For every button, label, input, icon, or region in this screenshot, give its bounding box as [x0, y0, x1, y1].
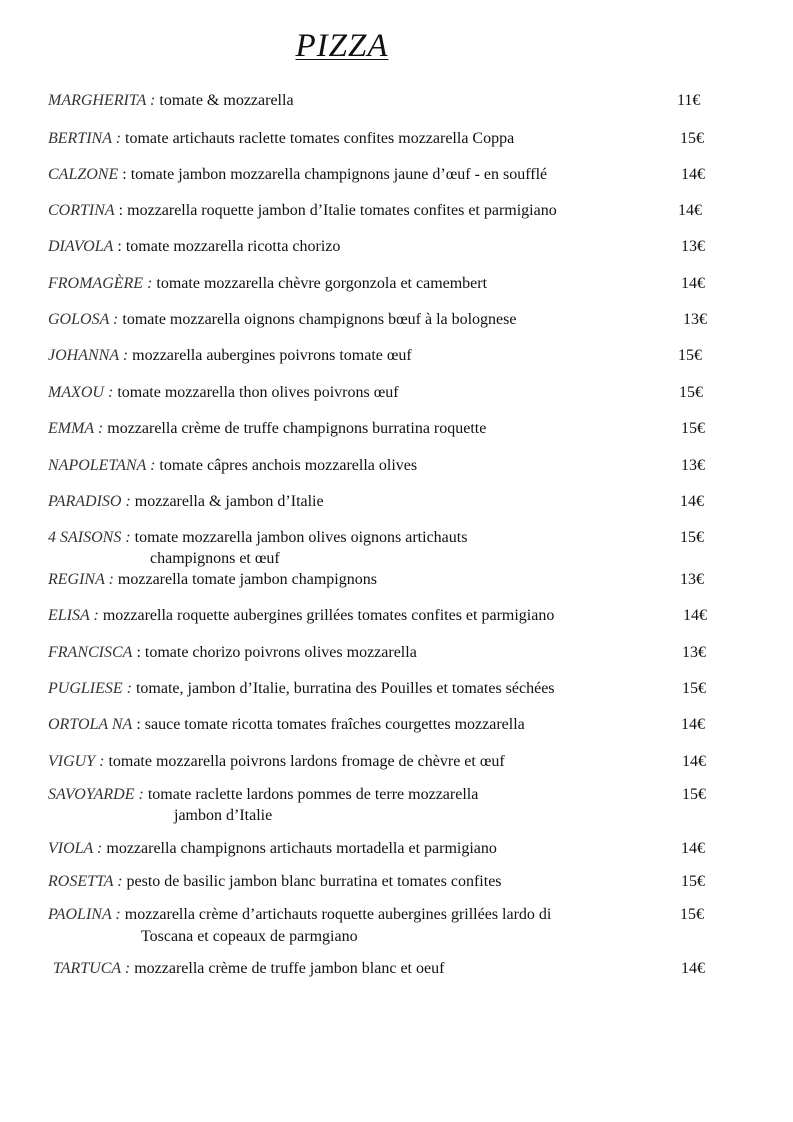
pizza-price: 15€ — [681, 873, 705, 890]
pizza-name: PARADISO : — [48, 493, 131, 510]
pizza-ingredients: mozzarella crème de truffe jambon blanc et oeuf — [130, 960, 445, 977]
pizza-ingredients: mozzarella aubergines poivrons tomate œuf — [128, 347, 412, 364]
pizza-ingredients: : mozzarella roquette jambon d’Italie tomates confites et parmigiano — [114, 202, 557, 219]
pizza-name: DIAVOLA — [48, 238, 114, 255]
pizza-ingredients: tomate & mozzarella — [155, 92, 294, 109]
pizza-name: PAOLINA : — [48, 906, 121, 923]
pizza-price: 15€ — [680, 529, 704, 546]
pizza-name: MARGHERITA : — [48, 92, 156, 109]
pizza-name: EMMA : — [48, 420, 104, 437]
pizza-price: 13€ — [683, 311, 707, 328]
pizza-ingredients: tomate artichauts raclette tomates confites mozzarella Coppa — [121, 130, 515, 147]
pizza-price: 15€ — [682, 786, 706, 803]
pizza-ingredients-continued: jambon d’Italie — [174, 807, 273, 824]
pizza-ingredients: : sauce tomate ricotta tomates fraîches courgettes mozzarella — [132, 716, 525, 733]
pizza-ingredients: tomate câpres anchois mozzarella olives — [155, 457, 418, 474]
pizza-price: 14€ — [682, 753, 706, 770]
pizza-price: 14€ — [681, 166, 705, 183]
pizza-price: 15€ — [678, 347, 702, 364]
pizza-price: 14€ — [681, 716, 705, 733]
pizza-name: VIOLA : — [48, 840, 103, 857]
pizza-price: 13€ — [681, 457, 705, 474]
pizza-name: REGINA : — [48, 571, 114, 588]
pizza-ingredients: tomate mozzarella chèvre gorgonzola et camembert — [152, 275, 488, 292]
pizza-name: PUGLIESE : — [48, 680, 132, 697]
pizza-ingredients: tomate, jambon d’Italie, burratina des Pouilles et tomates séchées — [131, 680, 555, 697]
pizza-price: 11€ — [677, 92, 701, 109]
pizza-price: 13€ — [682, 644, 706, 661]
pizza-ingredients: : tomate jambon mozzarella champignons jaune d’œuf - en soufflé — [118, 166, 548, 183]
pizza-ingredients: mozzarella roquette aubergines grillées tomates confites et parmigiano — [98, 607, 555, 624]
pizza-price: 14€ — [681, 960, 705, 977]
pizza-ingredients: tomate mozzarella poivrons lardons fromage de chèvre et œuf — [104, 753, 505, 770]
pizza-price: 14€ — [683, 607, 707, 624]
pizza-ingredients: mozzarella crème d’artichauts roquette aubergines grillées lardo di — [120, 906, 552, 923]
pizza-name: CORTINA — [48, 202, 115, 219]
pizza-name: ELISA : — [48, 607, 99, 624]
pizza-name: FROMAGÈRE : — [48, 275, 153, 292]
pizza-ingredients: tomate raclette lardons pommes de terre mozzarella — [143, 786, 479, 803]
pizza-ingredients: mozzarella & jambon d’Italie — [130, 493, 324, 510]
pizza-price: 13€ — [681, 238, 705, 255]
pizza-ingredients-continued: Toscana et copeaux de parmgiano — [141, 928, 358, 945]
pizza-ingredients: tomate mozzarella thon olives poivrons œuf — [113, 384, 399, 401]
pizza-price: 14€ — [681, 275, 705, 292]
pizza-name: ROSETTA : — [48, 873, 123, 890]
pizza-ingredients-continued: champignons et œuf — [150, 550, 280, 567]
pizza-price: 15€ — [679, 384, 703, 401]
pizza-price: 15€ — [680, 130, 704, 147]
pizza-name: ORTOLA NA — [48, 716, 133, 733]
pizza-price: 14€ — [678, 202, 702, 219]
pizza-price: 15€ — [680, 906, 704, 923]
pizza-price: 13€ — [680, 571, 704, 588]
pizza-name: SAVOYARDE : — [48, 786, 144, 803]
pizza-price: 15€ — [682, 680, 706, 697]
pizza-ingredients: mozzarella tomate jambon champignons — [113, 571, 377, 588]
pizza-name: 4 SAISONS : — [48, 529, 131, 546]
pizza-name: BERTINA : — [48, 130, 122, 147]
pizza-name: VIGUY : — [48, 753, 105, 770]
pizza-ingredients: mozzarella crème de truffe champignons burratina roquette — [103, 420, 487, 437]
pizza-price: 14€ — [681, 840, 705, 857]
pizza-price: 15€ — [681, 420, 705, 437]
pizza-name: MAXOU : — [48, 384, 114, 401]
pizza-ingredients: pesto de basilic jambon blanc burratina et tomates confites — [122, 873, 502, 890]
pizza-name: JOHANNA : — [48, 347, 129, 364]
pizza-name: NAPOLETANA : — [48, 457, 156, 474]
pizza-ingredients: : tomate mozzarella ricotta chorizo — [113, 238, 341, 255]
pizza-ingredients: : tomate chorizo poivrons olives mozzarella — [132, 644, 417, 661]
pizza-name: TARTUCA : — [53, 960, 131, 977]
pizza-name: FRANCISCA — [48, 644, 133, 661]
pizza-name: GOLOSA : — [48, 311, 119, 328]
pizza-ingredients: tomate mozzarella oignons champignons bœuf à la bolognese — [118, 311, 517, 328]
pizza-ingredients: mozzarella champignons artichauts mortadella et parmigiano — [102, 840, 497, 857]
pizza-ingredients: tomate mozzarella jambon olives oignons artichauts — [130, 529, 468, 546]
pizza-price: 14€ — [680, 493, 704, 510]
page-title: PIZZA — [295, 28, 389, 64]
pizza-name: CALZONE — [48, 166, 119, 183]
